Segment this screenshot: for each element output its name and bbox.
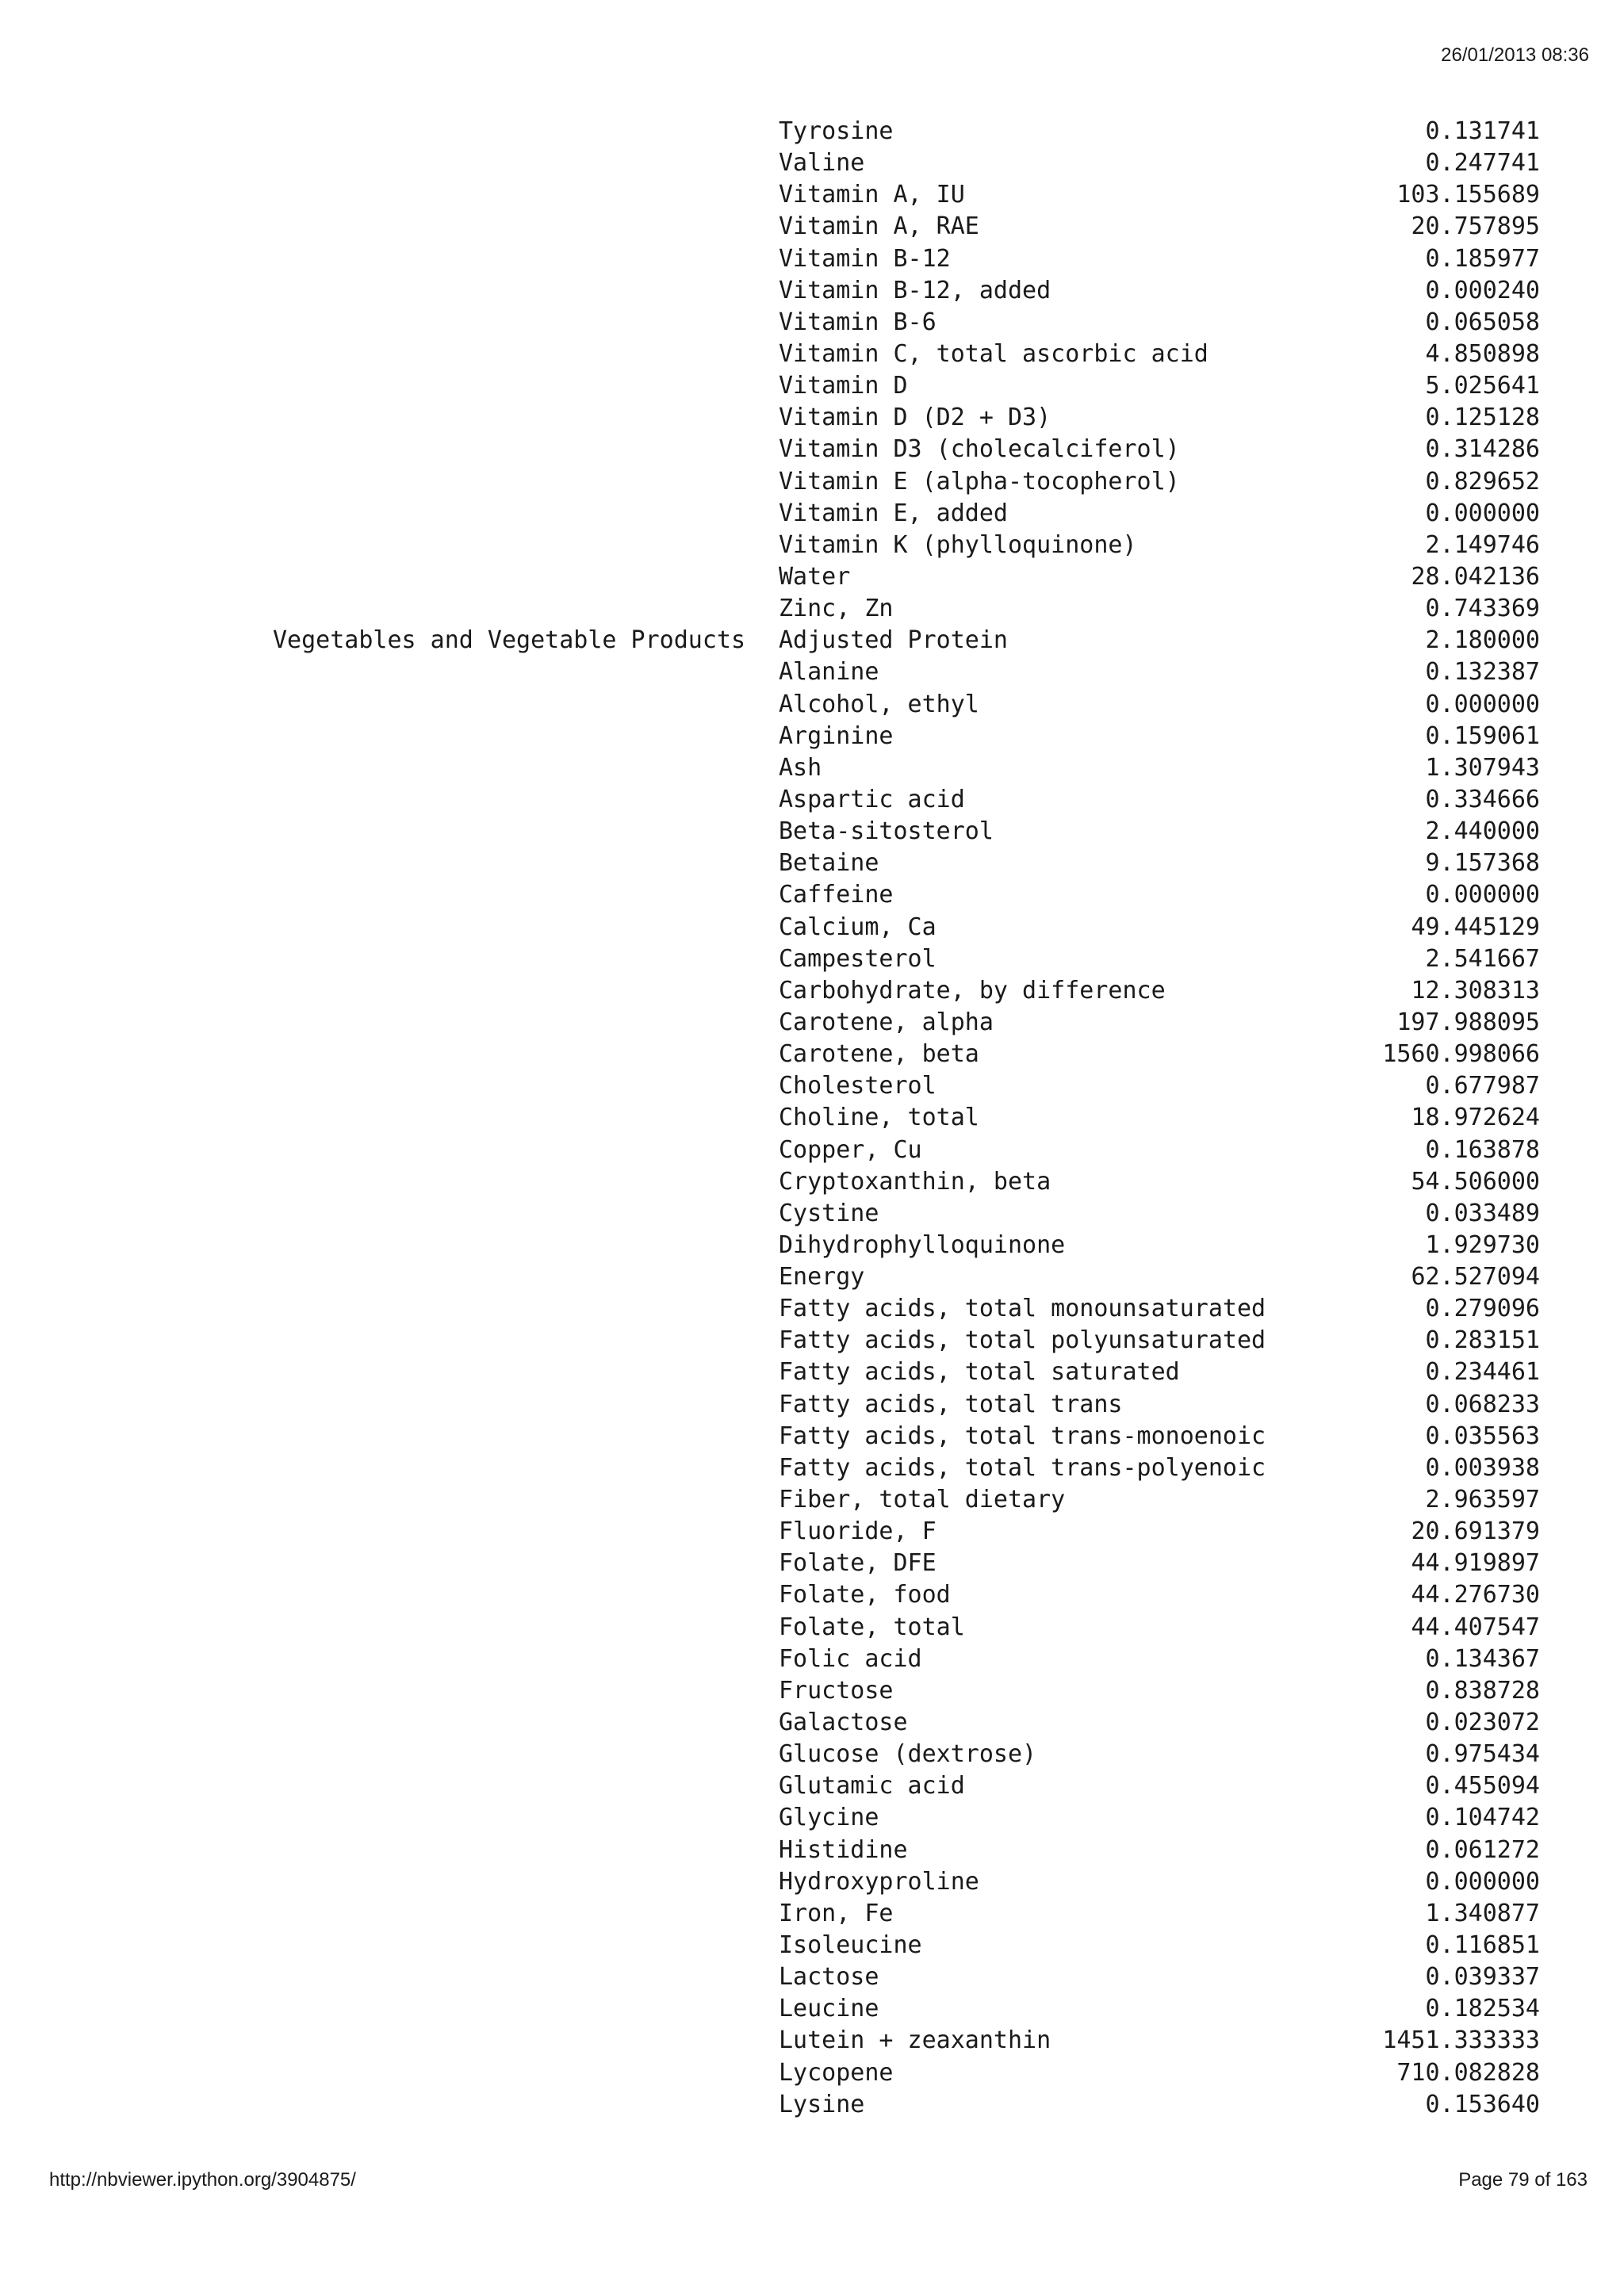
table-row xyxy=(0,1802,1624,1834)
nutrient-value-cell: 0.314286 xyxy=(1425,435,1540,464)
table-row xyxy=(0,1770,1624,1802)
nutrient-value-cell: 1451.333333 xyxy=(1382,2026,1540,2055)
nutrient-value-cell: 0.000000 xyxy=(1425,1867,1540,1896)
nutrient-name-cell: Carbohydrate, by difference xyxy=(779,976,1166,1004)
nutrient-value-cell: 2.440000 xyxy=(1425,817,1540,846)
nutrient-name-cell: Adjusted Protein xyxy=(779,626,1008,655)
table-row xyxy=(0,816,1624,848)
nutrient-value-cell: 62.527094 xyxy=(1411,1263,1540,1292)
nutrient-value-cell: 44.276730 xyxy=(1411,1581,1540,1609)
nutrient-value-cell: 20.691379 xyxy=(1411,1517,1540,1546)
table-row xyxy=(0,1293,1624,1325)
nutrient-value-cell: 0.975434 xyxy=(1425,1740,1540,1769)
nutrient-name-cell: Cryptoxanthin, beta xyxy=(779,1167,1051,1196)
nutrient-name-cell: Leucine xyxy=(779,1995,879,2023)
nutrient-name-cell: Dihydrophylloquinone xyxy=(779,1230,1066,1259)
nutrient-name-cell: Arginine xyxy=(779,721,894,750)
nutrient-value-cell: 0.131741 xyxy=(1425,117,1540,145)
table-row xyxy=(0,1516,1624,1548)
nutrient-name-cell: Fatty acids, total trans-monoenoic xyxy=(779,1422,1266,1450)
table-row xyxy=(0,2057,1624,2089)
nutrient-name-cell: Vitamin A, IU xyxy=(779,181,965,209)
nutrient-value-cell: 0.134367 xyxy=(1425,1644,1540,1673)
table-row xyxy=(0,1039,1624,1070)
nutrient-name-cell: Choline, total xyxy=(779,1104,979,1132)
nutrient-name-cell: Carotene, alpha xyxy=(779,1008,994,1036)
table-row xyxy=(0,530,1624,561)
table-row xyxy=(0,1612,1624,1644)
nutrient-value-cell: 54.506000 xyxy=(1411,1167,1540,1196)
nutrient-name-cell: Fatty acids, total trans xyxy=(779,1390,1123,1418)
table-row xyxy=(0,784,1624,816)
nutrient-name-cell: Folate, total xyxy=(779,1613,965,1641)
nutrient-value-cell: 0.163878 xyxy=(1425,1135,1540,1164)
nutrient-value-cell: 0.159061 xyxy=(1425,721,1540,750)
nutrient-value-cell: 2.963597 xyxy=(1425,1486,1540,1514)
nutrient-value-cell: 0.116851 xyxy=(1425,1931,1540,1960)
nutrient-value-cell: 0.247741 xyxy=(1425,149,1540,178)
nutrient-name-cell: Calcium, Ca xyxy=(779,913,936,941)
table-row xyxy=(0,211,1624,243)
nutrient-value-cell: 12.308313 xyxy=(1411,976,1540,1004)
nutrient-name-cell: Alcohol, ethyl xyxy=(779,690,979,718)
nutrient-value-cell: 0.000000 xyxy=(1425,881,1540,909)
nutrient-name-cell: Glycine xyxy=(779,1804,879,1832)
table-row xyxy=(0,1135,1624,1166)
nutrient-value-cell: 0.677987 xyxy=(1425,1072,1540,1100)
nutrient-value-cell: 44.407547 xyxy=(1411,1613,1540,1641)
table-row xyxy=(0,402,1624,434)
nutrient-name-cell: Tyrosine xyxy=(779,117,894,145)
table-row xyxy=(0,689,1624,721)
table-row xyxy=(0,1835,1624,1866)
table-row xyxy=(0,243,1624,275)
nutrient-value-cell: 0.061272 xyxy=(1425,1835,1540,1864)
nutrient-name-cell: Alanine xyxy=(779,658,879,687)
nutrient-value-cell: 2.149746 xyxy=(1425,530,1540,559)
nutrient-value-cell: 0.000000 xyxy=(1425,499,1540,527)
nutrient-value-cell: 0.035563 xyxy=(1425,1422,1540,1450)
nutrient-name-cell: Fatty acids, total trans-polyenoic xyxy=(779,1453,1266,1482)
nutrient-name-cell: Vitamin D xyxy=(779,372,908,400)
table-row xyxy=(0,1644,1624,1675)
table-row xyxy=(0,1707,1624,1739)
nutrient-name-cell: Cholesterol xyxy=(779,1072,936,1100)
nutrient-value-cell: 1.307943 xyxy=(1425,753,1540,782)
nutrient-value-cell: 9.157368 xyxy=(1425,849,1540,878)
nutrient-name-cell: Lycopene xyxy=(779,2058,894,2087)
nutrient-name-cell: Vitamin E, added xyxy=(779,499,1008,527)
nutrient-value-cell: 20.757895 xyxy=(1411,212,1540,241)
nutrient-name-cell: Vitamin D3 (cholecalciferol) xyxy=(779,435,1180,464)
nutrient-name-cell: Beta-sitosterol xyxy=(779,817,994,846)
nutrient-name-cell: Glucose (dextrose) xyxy=(779,1740,1037,1769)
nutrient-name-cell: Folic acid xyxy=(779,1644,922,1673)
nutrient-name-cell: Vitamin A, RAE xyxy=(779,212,979,241)
nutrient-table xyxy=(0,116,1624,2121)
table-row xyxy=(0,1866,1624,1898)
nutrient-value-cell: 1.340877 xyxy=(1425,1899,1540,1927)
nutrient-name-cell: Fructose xyxy=(779,1676,894,1705)
table-row xyxy=(0,1930,1624,1961)
table-row xyxy=(0,1070,1624,1102)
nutrient-name-cell: Folate, DFE xyxy=(779,1549,936,1578)
nutrient-name-cell: Fatty acids, total saturated xyxy=(779,1358,1180,1387)
table-row xyxy=(0,1198,1624,1230)
nutrient-name-cell: Vitamin C, total ascorbic acid xyxy=(779,339,1208,368)
table-row xyxy=(0,1548,1624,1579)
table-row xyxy=(0,1230,1624,1261)
table-row xyxy=(0,912,1624,943)
table-row xyxy=(0,147,1624,179)
nutrient-name-cell: Fiber, total dietary xyxy=(779,1486,1066,1514)
table-row xyxy=(0,879,1624,911)
nutrient-value-cell: 0.279096 xyxy=(1425,1295,1540,1323)
nutrient-value-cell: 0.838728 xyxy=(1425,1676,1540,1705)
nutrient-name-cell: Histidine xyxy=(779,1835,908,1864)
nutrient-name-cell: Vitamin B-12 xyxy=(779,244,951,273)
nutrient-value-cell: 197.988095 xyxy=(1396,1008,1540,1036)
table-row xyxy=(0,752,1624,784)
nutrient-value-cell: 0.185977 xyxy=(1425,244,1540,273)
nutrient-name-cell: Hydroxyproline xyxy=(779,1867,979,1896)
nutrient-name-cell: Campesterol xyxy=(779,944,936,973)
nutrient-value-cell: 1560.998066 xyxy=(1382,1040,1540,1069)
nutrient-value-cell: 0.000000 xyxy=(1425,690,1540,718)
table-row xyxy=(0,434,1624,465)
table-row xyxy=(0,1102,1624,1134)
nutrient-name-cell: Aspartic acid xyxy=(779,785,965,813)
nutrient-name-cell: Fatty acids, total polyunsaturated xyxy=(779,1326,1266,1355)
nutrient-name-cell: Lutein + zeaxanthin xyxy=(779,2026,1051,2055)
nutrient-value-cell: 0.283151 xyxy=(1425,1326,1540,1355)
table-row xyxy=(0,1484,1624,1516)
table-row xyxy=(0,593,1624,625)
nutrient-value-cell: 0.068233 xyxy=(1425,1390,1540,1418)
table-row xyxy=(0,275,1624,307)
nutrient-value-cell: 0.743369 xyxy=(1425,595,1540,623)
table-row xyxy=(0,1579,1624,1611)
nutrient-value-cell: 0.132387 xyxy=(1425,658,1540,687)
nutrient-value-cell: 0.104742 xyxy=(1425,1804,1540,1832)
nutrient-name-cell: Galactose xyxy=(779,1709,908,1737)
nutrient-name-cell: Carotene, beta xyxy=(779,1040,979,1069)
nutrient-value-cell: 18.972624 xyxy=(1411,1104,1540,1132)
nutrient-name-cell: Lactose xyxy=(779,1963,879,1992)
nutrient-value-cell: 2.180000 xyxy=(1425,626,1540,655)
table-row xyxy=(0,116,1624,147)
table-row xyxy=(0,179,1624,211)
nutrient-name-cell: Caffeine xyxy=(779,881,894,909)
nutrient-name-cell: Copper, Cu xyxy=(779,1135,922,1164)
nutrient-name-cell: Vitamin B-12, added xyxy=(779,276,1051,304)
nutrient-value-cell: 5.025641 xyxy=(1425,372,1540,400)
nutrient-value-cell: 0.125128 xyxy=(1425,404,1540,432)
print-timestamp: 26/01/2013 08:36 xyxy=(1441,44,1589,66)
table-row xyxy=(0,1357,1624,1388)
table-row xyxy=(0,1961,1624,1993)
nutrient-value-cell: 44.919897 xyxy=(1411,1549,1540,1578)
category-cell: Vegetables and Vegetable Products xyxy=(272,626,745,655)
table-row xyxy=(0,1421,1624,1452)
nutrient-value-cell: 0.033489 xyxy=(1425,1199,1540,1227)
nutrient-name-cell: Ash xyxy=(779,753,822,782)
nutrient-name-cell: Vitamin D (D2 + D3) xyxy=(779,404,1051,432)
table-row xyxy=(0,1739,1624,1770)
nutrient-value-cell: 28.042136 xyxy=(1411,562,1540,591)
nutrient-value-cell: 1.929730 xyxy=(1425,1230,1540,1259)
table-row xyxy=(0,848,1624,879)
table-row xyxy=(0,498,1624,530)
nutrient-value-cell: 2.541667 xyxy=(1425,944,1540,973)
table-row xyxy=(0,656,1624,688)
table-row xyxy=(0,1389,1624,1421)
table-row xyxy=(0,1166,1624,1198)
table-row xyxy=(0,561,1624,593)
table-row xyxy=(0,339,1624,370)
page-number: Page 79 of 163 xyxy=(1458,2169,1588,2191)
nutrient-name-cell: Water xyxy=(779,562,851,591)
nutrient-value-cell: 0.039337 xyxy=(1425,1963,1540,1992)
nutrient-name-cell: Glutamic acid xyxy=(779,1772,965,1800)
table-row xyxy=(0,975,1624,1007)
nutrient-value-cell: 0.829652 xyxy=(1425,467,1540,496)
nutrient-name-cell: Valine xyxy=(779,149,865,178)
nutrient-name-cell: Energy xyxy=(779,1263,865,1292)
nutrient-value-cell: 0.003938 xyxy=(1425,1453,1540,1482)
table-row xyxy=(0,466,1624,498)
nutrient-name-cell: Fluoride, F xyxy=(779,1517,936,1546)
nutrient-value-cell: 710.082828 xyxy=(1396,2058,1540,2087)
table-row xyxy=(0,2089,1624,2121)
source-url: http://nbviewer.ipython.org/3904875/ xyxy=(49,2169,356,2191)
table-row xyxy=(0,1452,1624,1484)
table-row xyxy=(0,1007,1624,1039)
nutrient-name-cell: Fatty acids, total monounsaturated xyxy=(779,1295,1266,1323)
table-row xyxy=(0,1325,1624,1357)
nutrient-name-cell: Vitamin E (alpha-tocopherol) xyxy=(779,467,1180,496)
nutrient-name-cell: Lysine xyxy=(779,2090,865,2118)
nutrient-name-cell: Vitamin K (phylloquinone) xyxy=(779,530,1137,559)
nutrient-value-cell: 0.334666 xyxy=(1425,785,1540,813)
nutrient-name-cell: Iron, Fe xyxy=(779,1899,894,1927)
table-row xyxy=(0,943,1624,975)
nutrient-value-cell: 0.000240 xyxy=(1425,276,1540,304)
table-row xyxy=(0,2025,1624,2057)
nutrient-name-cell: Vitamin B-6 xyxy=(779,308,936,336)
nutrient-name-cell: Zinc, Zn xyxy=(779,595,894,623)
nutrient-name-cell: Folate, food xyxy=(779,1581,951,1609)
nutrient-value-cell: 0.234461 xyxy=(1425,1358,1540,1387)
table-row xyxy=(0,1675,1624,1707)
table-row xyxy=(0,370,1624,402)
table-row xyxy=(0,625,1624,656)
table-row xyxy=(0,1261,1624,1293)
nutrient-value-cell: 0.182534 xyxy=(1425,1995,1540,2023)
table-row xyxy=(0,721,1624,752)
table-row xyxy=(0,1898,1624,1930)
nutrient-value-cell: 0.023072 xyxy=(1425,1709,1540,1737)
nutrient-name-cell: Cystine xyxy=(779,1199,879,1227)
nutrient-value-cell: 49.445129 xyxy=(1411,913,1540,941)
table-row xyxy=(0,1993,1624,2025)
nutrient-name-cell: Isoleucine xyxy=(779,1931,922,1960)
nutrient-value-cell: 103.155689 xyxy=(1396,181,1540,209)
nutrient-value-cell: 0.153640 xyxy=(1425,2090,1540,2118)
nutrient-value-cell: 0.455094 xyxy=(1425,1772,1540,1800)
nutrient-value-cell: 4.850898 xyxy=(1425,339,1540,368)
nutrient-name-cell: Betaine xyxy=(779,849,879,878)
table-row xyxy=(0,307,1624,339)
nutrient-value-cell: 0.065058 xyxy=(1425,308,1540,336)
